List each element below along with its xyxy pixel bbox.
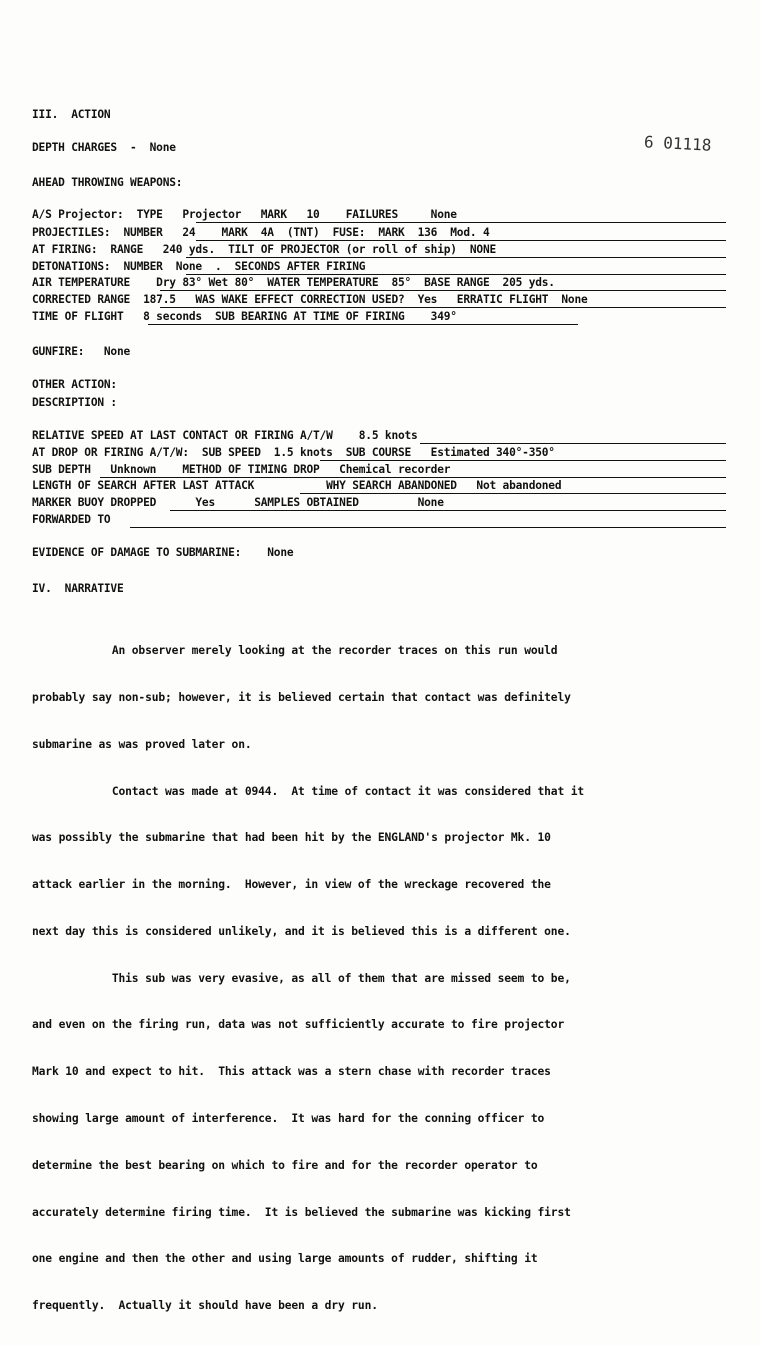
form-row-detonations: DETONATIONS: NUMBER None . SECONDS AFTER FIRING	[32, 260, 366, 273]
narrative-line: Contact was made at 0944. At time of contact it was considered that it	[32, 784, 585, 798]
form-row-time-of-flight: TIME OF FLIGHT 8 seconds SUB BEARING AT TIME OF FIRING 349°	[32, 310, 457, 323]
form-rule	[186, 274, 726, 275]
ahead-throwing-heading: AHEAD THROWING WEAPONS:	[32, 176, 183, 189]
evidence-line: EVIDENCE OF DAMAGE TO SUBMARINE: None	[32, 546, 294, 559]
form-rule	[420, 443, 726, 444]
form-rule	[148, 324, 578, 325]
narrative-line: An observer merely looking at the recorder traces on this run would	[32, 644, 558, 658]
narrative-line: frequently. Actually it should have been a dry run.	[32, 1299, 378, 1313]
form2-row-relative-speed: RELATIVE SPEED AT LAST CONTACT OR FIRING A/T/W 8.5 knots	[32, 429, 418, 442]
form-rule	[186, 257, 726, 258]
form2-row-sub-speed: AT DROP OR FIRING A/T/W: SUB SPEED 1.5 knots SUB COURSE Estimated 340°-350°	[32, 446, 555, 459]
form-row-air-temp: AIR TEMPERATURE Dry 83° Wet 80° WATER TEMPERATURE 85° BASE RANGE 205 yds.	[32, 276, 555, 289]
gunfire-line: GUNFIRE: None	[32, 345, 131, 358]
narrative-line: determine the best bearing on which to fire and for the recorder operator to	[32, 1158, 538, 1172]
section-heading-narrative: IV. NARRATIVE	[32, 582, 124, 595]
narrative-line: showing large amount of interference. It was hard for the conning officer to	[32, 1112, 545, 1125]
narrative-line: This sub was very evasive, as all of them that are missed seem to be,	[32, 971, 571, 985]
form2-row-marker-buoy: MARKER BUOY DROPPED Yes SAMPLES OBTAINED None	[32, 496, 444, 509]
form-rule	[160, 290, 726, 291]
form-row-firing: AT FIRING: RANGE 240 yds. TILT OF PROJECTOR (or roll of ship) NONE	[32, 243, 497, 256]
form-row-corrected-range: CORRECTED RANGE 187.5 WAS WAKE EFFECT CORRECTION USED? Yes ERRATIC FLIGHT None	[32, 293, 588, 306]
form-rule	[300, 493, 726, 494]
narrative-line: Mark 10 and expect to hit. This attack was a stern chase with recorder traces	[32, 1065, 551, 1079]
form-rule	[160, 307, 726, 308]
other-action-line: OTHER ACTION:	[32, 378, 117, 391]
form-rule	[196, 240, 726, 241]
narrative-line: attack earlier in the morning. However, in view of the wreckage recovered the	[32, 878, 551, 892]
form-rule	[130, 527, 726, 528]
form-rule	[100, 477, 726, 478]
form-rule	[170, 510, 726, 511]
narrative-line: probably say non-sub; however, it is believed certain that contact was definitely	[32, 690, 571, 704]
form-rule	[196, 222, 726, 223]
form-row-projectiles: PROJECTILES: NUMBER 24 MARK 4A (TNT) FUSE: MARK 136 Mod. 4	[32, 226, 490, 239]
narrative-body	[32, 612, 722, 1345]
form-rule	[320, 460, 726, 461]
document-number-stamp: 6 01118	[643, 132, 712, 155]
description-line: DESCRIPTION :	[32, 396, 117, 409]
narrative-line: submarine as was proved later on.	[32, 737, 252, 751]
form-row-projector: A/S Projector: TYPE Projector MARK 10 FAILURES None	[32, 208, 457, 221]
form2-row-search-length: LENGTH OF SEARCH AFTER LAST ATTACK WHY SEARCH ABANDONED Not abandoned	[32, 479, 562, 492]
depth-charges-line: DEPTH CHARGES - None	[32, 141, 176, 154]
narrative-line: and even on the firing run, data was not sufficiently accurate to fire projector	[32, 1018, 565, 1032]
narrative-line: next day this is considered unlikely, and it is believed this is a different one.	[32, 924, 571, 938]
section-heading-action: III. ACTION	[32, 108, 111, 121]
narrative-line: one engine and then the other and using large amounts of rudder, shifting it	[32, 1252, 538, 1266]
narrative-line: accurately determine firing time. It is believed the submarine was kicking first	[32, 1205, 571, 1219]
form2-row-sub-depth: SUB DEPTH Unknown METHOD OF TIMING DROP Chemical recorder	[32, 463, 451, 476]
narrative-line: was possibly the submarine that had been hit by the ENGLAND's projector Mk. 10	[32, 831, 551, 845]
form2-row-forwarded: FORWARDED TO	[32, 513, 111, 526]
